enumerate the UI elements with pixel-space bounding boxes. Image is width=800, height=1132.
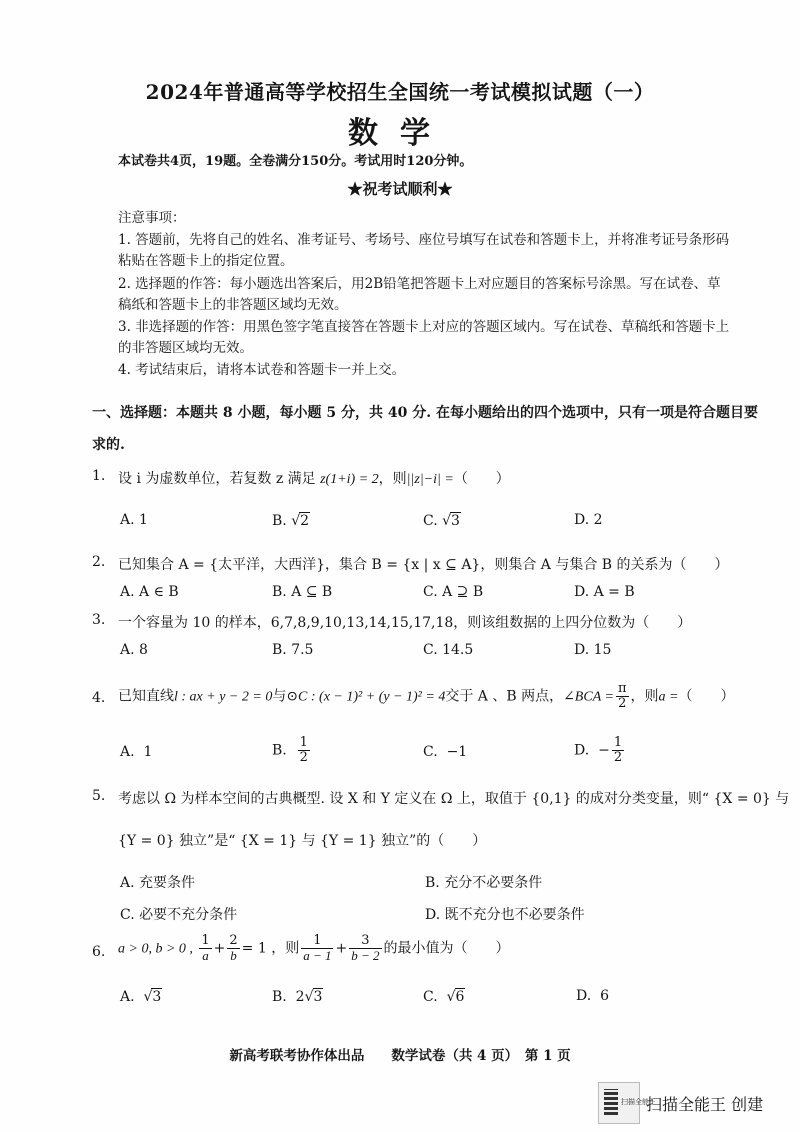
option-label: B. — [272, 513, 287, 529]
option-value: 1 — [143, 744, 153, 760]
option-value: 6 — [455, 989, 465, 1005]
q3-option-a: A. 8 — [120, 642, 148, 658]
page-footer: 新高考联考协作体出品 数学试卷（共 4 页） 第 1 页 — [229, 1048, 571, 1064]
fraction-numerator: π — [617, 681, 627, 696]
q3-option-b: B. 7.5 — [272, 642, 314, 658]
option-fraction — [612, 736, 624, 765]
q3-option-d: D. 15 — [574, 642, 612, 658]
good-luck-banner: ★祝考试顺利★ — [347, 180, 453, 198]
q2-option-a: A. A ∈ B — [120, 584, 179, 600]
exam-intro: 本试卷共4页，19题。全卷满分150分。考试用时120分钟。 — [118, 154, 473, 169]
option-label: D. — [574, 512, 590, 528]
option-label: A. — [120, 744, 135, 760]
q4-option-a — [120, 744, 152, 760]
note-2a: 2. 选择题的作答：每小题选出答案后，用2B铅笔把答题卡上对应题目的答案标号涂黑。写在试卷、草 — [118, 276, 721, 292]
q4-text-1: 已知直线 — [118, 688, 174, 705]
fraction-numerator: 1 — [301, 934, 333, 949]
fraction-numerator: 3 — [349, 934, 381, 949]
q3-stem: 一个容量为 10 的样本，6,7,8,9,10,13,14,15,17,18，则该组数据的上四分位数为（ ） — [118, 615, 692, 631]
option-label: B. — [272, 989, 287, 1005]
q2-option-d: D. A = B — [574, 584, 635, 600]
q6-option-d — [576, 988, 609, 1004]
q2-number: 2. — [92, 554, 106, 570]
option-label: D. — [576, 988, 592, 1004]
option-value: 2 — [593, 512, 603, 528]
option-label: C. — [423, 744, 438, 760]
q6-stem — [118, 934, 510, 963]
option-label: B. — [272, 742, 287, 759]
note-3a: 3. 非选择题的作答：用黑色签字笔直接答在答题卡上对应的答题区域内。写在试卷、草稿纸和答题卡上 — [118, 319, 730, 335]
q4-stem — [118, 682, 734, 711]
notes-heading: 注意事项： — [118, 210, 186, 226]
option-value: −1 — [446, 744, 468, 760]
q6-option-a: A. √3 — [120, 989, 162, 1005]
note-4: 4. 考试结束后，请将本试卷和答题卡一并上交。 — [118, 362, 406, 378]
fraction-numerator: 1 — [613, 735, 623, 750]
q5-option-b: B. 充分不必要条件 — [425, 875, 543, 891]
option-value: 3 — [313, 989, 323, 1005]
q1-text-2: ，则 — [378, 471, 407, 487]
exam-title: 2024年普通高等学校招生全国统一考试模拟试题（一） — [145, 80, 655, 104]
fraction-denominator: a − 1 — [303, 948, 332, 963]
note-1b: 粘贴在答题卡上的指定位置。 — [118, 253, 294, 269]
section-heading-line2: 求的. — [92, 437, 125, 453]
q6-fraction-3 — [301, 934, 333, 963]
q1-option-c: C. √3 — [423, 513, 460, 529]
q1-paren: （ ） — [453, 471, 510, 487]
q4-a-equals: a = — [658, 689, 679, 705]
q1-option-a — [120, 512, 148, 528]
q4-line-equation: l : ax + y − 2 = 0 — [174, 689, 273, 705]
q5-option-a: A. 充要条件 — [120, 875, 196, 891]
q6-fraction-4 — [349, 934, 381, 963]
q4-option-d — [574, 736, 626, 765]
plus-sign: + — [213, 940, 226, 957]
option-value: 2 — [300, 513, 310, 529]
q4-pi-over-2 — [616, 682, 629, 711]
q4-option-b — [272, 736, 312, 765]
option-coefficient: 2 — [295, 989, 305, 1005]
scanner-logo — [598, 1082, 656, 1124]
option-label: D. — [574, 742, 590, 759]
q5-stem-line1: 考虑以 Ω 为样本空间的古典概型. 设 X 和 Y 定义在 Ω 上，取值于 {0,1} 的成对分类变量，则“ {X = 0} 与 — [118, 791, 790, 807]
option-value: 3 — [451, 513, 460, 529]
q2-stem: 已知集合 A = {太平洋，大西洋}，集合 B = {x | x ⊆ A}，则集合 A 与集合 B 的关系为（ ） — [118, 557, 729, 573]
option-label: C. — [423, 513, 438, 529]
note-3b: 的非答题区域均无效。 — [118, 340, 253, 356]
option-sign: − — [598, 742, 610, 759]
option-label: A. — [120, 989, 135, 1005]
q2-option-c: C. A ⊇ B — [423, 584, 484, 600]
fraction-denominator: b − 2 — [351, 948, 380, 963]
q2-option-b: B. A ⊆ B — [272, 584, 333, 600]
q6-text-1: = 1 ，则 — [241, 940, 300, 957]
q6-condition: a > 0, b > 0 , — [118, 941, 193, 957]
q1-modulus-expr: ||z|−i| = — [406, 472, 454, 487]
option-fraction — [298, 736, 310, 765]
section-heading-line1: 一、选择题：本题共 8 小题，每小题 5 分，共 40 分. 在每小题给出的四个选项中，只有一项是符合题目要 — [92, 405, 758, 421]
q4-circle-equation: ⊙C : (x − 1)² + (y − 1)² = 4 — [286, 689, 446, 705]
fraction-numerator: 1 — [201, 933, 210, 948]
q1-number: 1. — [92, 468, 106, 484]
subject-title: 数学 — [348, 116, 452, 151]
q6-option-c: C. √6 — [423, 989, 465, 1005]
fraction-denominator: 2 — [618, 696, 627, 711]
q3-option-c: C. 14.5 — [423, 642, 474, 658]
q1-equation: z(1+i) = 2 — [320, 472, 379, 487]
fraction-numerator: 2 — [229, 933, 238, 948]
option-label: C. — [423, 989, 438, 1005]
option-value: 6 — [600, 988, 610, 1004]
plus-sign: + — [335, 940, 348, 957]
fraction-denominator: a — [202, 948, 209, 963]
option-value: 3 — [152, 989, 162, 1005]
fraction-denominator: b — [230, 948, 237, 963]
q5-option-c: C. 必要不充分条件 — [120, 907, 238, 923]
option-value: 1 — [139, 512, 148, 528]
q4-angle: ∠BCA = — [563, 689, 614, 705]
q6-number: 6. — [92, 944, 106, 960]
q6-text-2: 的最小值为（ ） — [383, 940, 510, 957]
q3-number: 3. — [92, 612, 106, 628]
qr-code-icon — [604, 1089, 618, 1115]
q1-option-b: B. √2 — [272, 513, 310, 529]
q4-text-4: ，则 — [630, 688, 659, 705]
q1-stem — [118, 468, 510, 488]
note-1a: 1. 答题前，先将自己的姓名、准考证号、考场号、座位号填写在试卷和答题卡上，并将准考证号条形码 — [118, 232, 730, 248]
q4-paren: （ ） — [678, 688, 735, 705]
fraction-denominator: 2 — [613, 750, 623, 765]
scanner-watermark-text: 扫描全能王 创建 — [646, 1095, 764, 1114]
q5-number: 5. — [92, 788, 106, 804]
q6-option-b: B. 2√3 — [272, 989, 323, 1005]
q4-text-3: 交于 A 、B 两点， — [445, 688, 564, 705]
q1-text-1: 设 i 为虚数单位，若复数 z 满足 — [118, 471, 316, 487]
q6-fraction-2 — [227, 934, 239, 963]
fraction-numerator: 1 — [299, 735, 308, 750]
q1-option-d — [574, 512, 603, 528]
q6-fraction-1 — [199, 934, 211, 963]
q4-option-c — [423, 744, 467, 760]
option-label: A. — [120, 512, 135, 528]
note-2b: 稿纸和答题卡上的非答题区域均无效。 — [118, 297, 348, 313]
q4-number: 4. — [92, 690, 106, 706]
fraction-denominator: 2 — [299, 750, 308, 765]
q5-option-d: D. 既不充分也不必要条件 — [425, 907, 585, 923]
q5-stem-line2: {Y = 0} 独立”是“ {X = 1} 与 {Y = 1} 独立”的（ ） — [118, 833, 487, 849]
q4-text-2: 与 — [272, 688, 287, 705]
scanner-logo-text: 扫描全能王 — [621, 1098, 656, 1106]
